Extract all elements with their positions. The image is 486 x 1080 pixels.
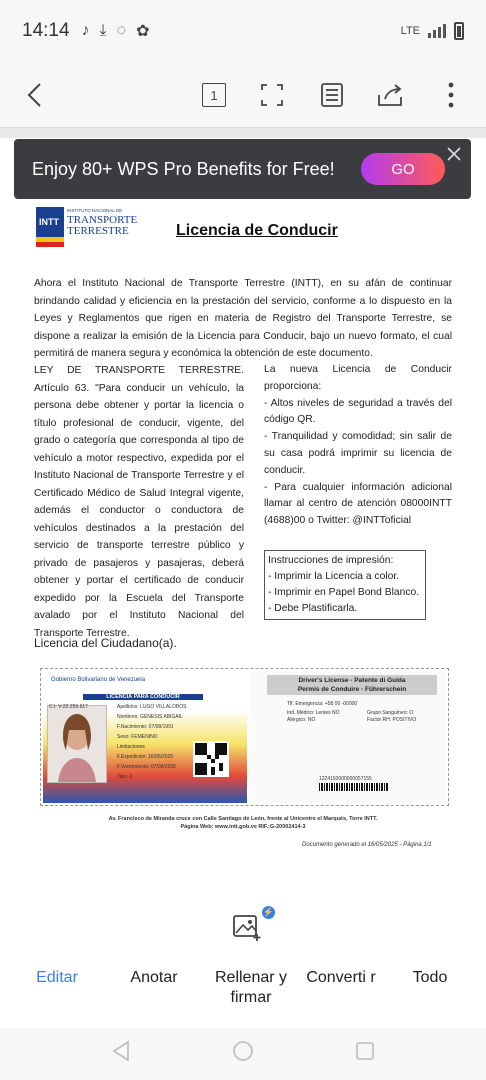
back-title	[267, 675, 437, 695]
limitaciones-label: Limitaciones	[117, 744, 145, 750]
tab-fill-sign[interactable]: Rellenar y firmar	[214, 969, 288, 1006]
tab-annotate[interactable]: Anotar	[130, 969, 178, 986]
app-icon: ✿	[136, 23, 150, 40]
medical-indicator: Ind. Médico: Lentes NO	[287, 710, 340, 716]
citizen-label: Licencia del Ciudadano(a).	[34, 636, 177, 650]
instructions-item: - Imprimir en Papel Bond Blanco.	[268, 587, 420, 598]
logo-line2: TRANSPORTE	[67, 214, 138, 226]
page-count-button[interactable]	[199, 80, 229, 110]
share-button[interactable]	[376, 80, 406, 110]
notification-icons	[82, 21, 150, 41]
check-download-icon: ⤓	[99, 22, 107, 39]
license-card	[40, 668, 449, 806]
qr-code-icon	[193, 741, 229, 777]
share-icon	[377, 83, 405, 107]
intt-logo	[36, 207, 136, 247]
tiktok-icon: ♪	[81, 22, 90, 39]
triangle-back-icon	[110, 1040, 132, 1062]
tipo-value: Tipo: 2	[117, 774, 133, 780]
insert-image-button[interactable]	[230, 908, 264, 942]
banner-close-button[interactable]	[445, 145, 463, 163]
nombres-value: Nombres: GENESIS ABIGAIL	[117, 714, 183, 720]
more-options-button[interactable]	[436, 80, 466, 110]
fullscreen-icon	[260, 83, 284, 107]
expedicion-value: F.Expedición: 16/05/2025	[117, 754, 174, 760]
close-icon	[445, 145, 463, 163]
ci-value: C.I: V-22.259.617	[49, 704, 88, 710]
photo-avatar	[47, 705, 107, 783]
nav-recents-button[interactable]	[354, 1040, 376, 1067]
back-button[interactable]	[20, 80, 50, 110]
sexo-value: Sexo: FEMENINO	[117, 734, 158, 740]
circle-home-icon	[232, 1040, 254, 1062]
battery-icon	[454, 22, 464, 40]
benefits-item: - Altos niveles de seguridad a través del código QR.	[264, 397, 452, 426]
instructions-item: - Imprimir la Licencia a color.	[268, 571, 400, 582]
top-toolbar	[0, 62, 486, 128]
status-time: 14:14	[22, 20, 70, 41]
benefits-item: - Tranquilidad y comodidad; sin salir de su casa podrá imprimir su licencia de conducir.	[264, 431, 452, 476]
logo-line1: INSTITUTO NACIONAL DE	[67, 208, 123, 213]
license-code: 1224150000000057155	[319, 776, 372, 782]
more-vertical-icon	[448, 82, 454, 108]
system-nav-bar	[0, 1028, 486, 1080]
intro-paragraph: Ahora el Instituto Nacional de Transporte Terrestre (INTT), en su afán de continuar brindando calidad y eficiencia en la prestación del servicio, conforme a lo dispuesto en la Leyes y Reglamentos que rigen en materia de Registro del Transporte Terrestre, se dispone a realizar la emisión de la Licencia para Conducir, bajo un nuevo formato, el cual permitirá de manera segura y económica la obtención de este documento.	[34, 278, 452, 359]
benefits-item: - Para cualquier información adicional llamar al centro de atención 08000INTT (4688)00 o Twitter: @INTToficial	[264, 481, 452, 527]
banner-text: Enjoy 80+ WPS Pro Benefits for Free!	[32, 158, 335, 179]
reading-mode-button[interactable]	[317, 80, 347, 110]
gov-label: Gobierno Bolivariano de Venezuela	[51, 677, 146, 683]
nav-back-button[interactable]	[110, 1040, 132, 1067]
license-header: LICENCIA PARA CONDUCIR	[83, 694, 203, 700]
license-front	[43, 671, 247, 803]
license-back	[249, 671, 447, 803]
back-title-line2: Permis de Conduire - Führerschein	[297, 686, 407, 693]
document-icon	[320, 82, 344, 108]
web-text: Página Web: www.intt.gob.ve RIF.:G-20002414-3	[180, 824, 306, 830]
page-count: 1	[202, 83, 226, 107]
square-recents-icon	[354, 1040, 376, 1062]
instructions-item: Instrucciones de impresión:	[268, 555, 394, 566]
blood-group: Grupo Sanguíneo: O	[367, 710, 414, 716]
back-title-line1: Driver's License - Patente di Guida	[298, 677, 406, 684]
barcode-icon	[319, 783, 389, 791]
whatsapp-icon: ◌	[116, 22, 127, 39]
nav-home-button[interactable]	[232, 1040, 254, 1067]
image-add-icon	[230, 908, 264, 942]
wps-promo-banner[interactable]	[14, 139, 471, 199]
benefits-item: La nueva Licencia de Conducir proporciona:	[264, 364, 452, 392]
go-button[interactable]: GO	[361, 153, 445, 185]
apellidos-value: Apellidos: LUGO VILLALOBOS	[117, 704, 187, 710]
fullscreen-button[interactable]	[257, 80, 287, 110]
vencimiento-value: F.Vencimiento: 07/08/2035	[117, 764, 176, 770]
tab-all[interactable]: Todo	[412, 969, 448, 986]
network-label: LTE	[400, 25, 420, 37]
tab-convert[interactable]: Converti r	[306, 969, 376, 986]
pro-badge-icon: ⚡	[262, 907, 275, 917]
signal-icon	[428, 24, 446, 38]
logo-line3: TERRESTRE	[67, 225, 129, 237]
emergency-phone: Tlf. Emergencia: +58 00 -00000	[287, 701, 358, 707]
nacimiento-value: F.Nacimiento: 07/08/1991	[117, 724, 174, 730]
document-title: Licencia de Conducir	[176, 222, 338, 239]
allergy-indicator: Alérgico: NO	[287, 717, 316, 723]
address-text: Av. Francisco de Miranda cruce con Calle Santiago de León, frente al Unicentro el Marqués, Torre INTT.	[108, 816, 378, 822]
back-arrow-icon	[26, 82, 44, 108]
benefits-list	[264, 362, 452, 530]
status-right	[401, 22, 464, 40]
tab-edit[interactable]: Editar	[36, 969, 78, 986]
status-bar	[0, 0, 486, 62]
generated-text: Documento generado el 16/05/2025 - Página 1/1	[302, 842, 432, 848]
rh-factor: Factor RH: POSITIVO	[367, 717, 417, 723]
instructions-item: - Debe Plastificarla.	[268, 603, 358, 614]
logo-abbr: INTT	[39, 217, 59, 227]
law-paragraph: LEY DE TRANSPORTE TERRESTRE. Artículo 63. "Para conducir un vehículo, la persona debe obtener y portar la licencia o título profesional de conducir, vigente, del grado o categoría que corresponda al tipo de vehículo a motor respectivo, expedida por el Instituto Nacional de Transporte Terrestre y el Certificado Médico de Salud Integral vigente, además el conductor o conductora de vehículos destinados a la prestación del servicio de transporte terrestre público y privado de pasajeros y pasajeras, deberá obtener y portar el certificado de conducir expedido por la Escuela del Transporte avalado por el Instituto Nacional del Transporte Terrestre.	[34, 365, 244, 639]
print-instructions	[264, 550, 426, 620]
